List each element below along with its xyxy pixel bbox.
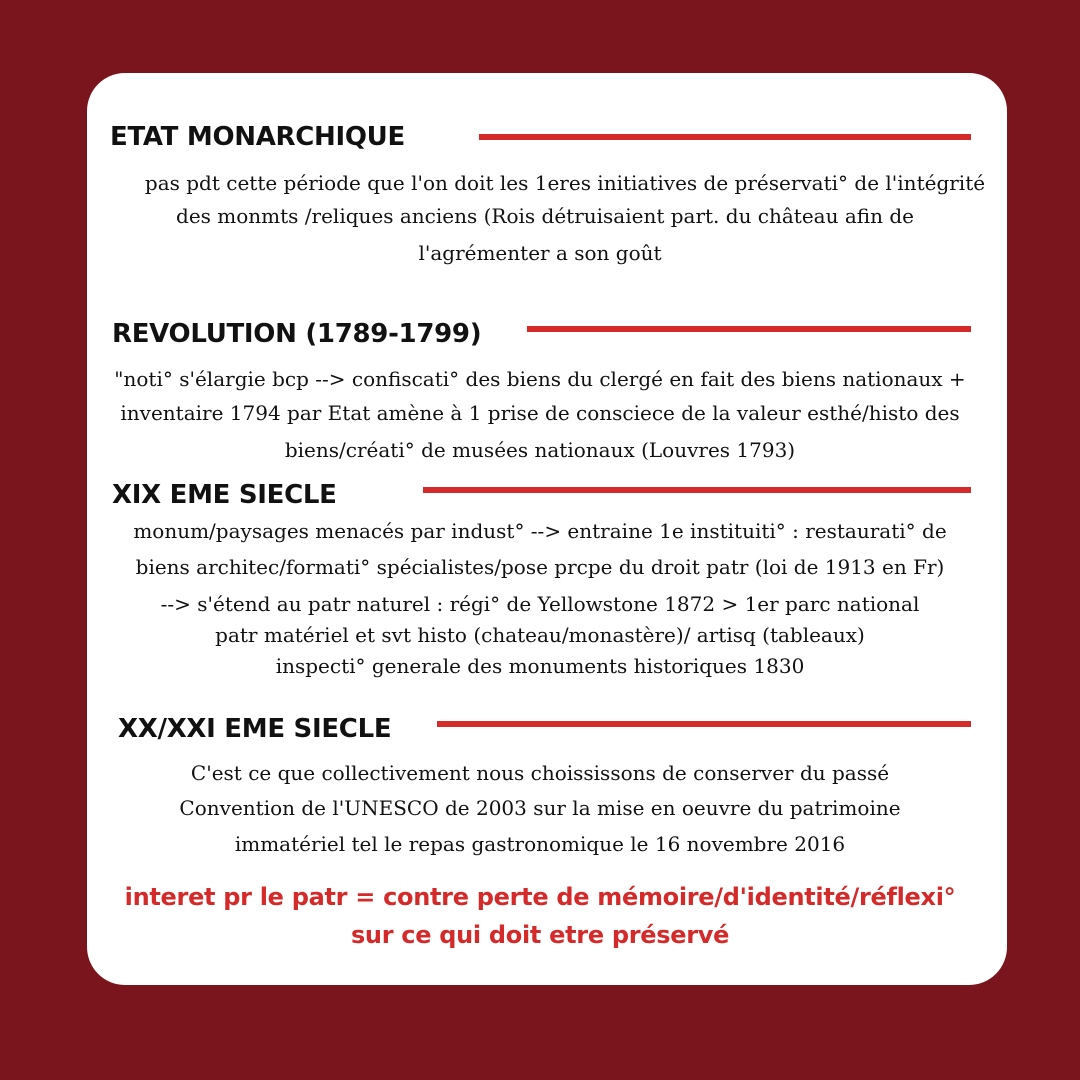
conclusion-line: interet pr le patr = contre perte de mémoire/d'identité/réflexi°: [124, 883, 956, 911]
section-heading-etat-monarchique: ETAT MONARCHIQUE: [110, 122, 405, 152]
body-line: inventaire 1794 par Etat amène à 1 prise de consciece de la valeur esthé/histo des: [120, 401, 960, 425]
body-line: biens/créati° de musées nationaux (Louvres 1793): [284, 438, 796, 462]
body-line: --> s'étend au patr naturel : régi° de Yellowstone 1872 > 1er parc national: [160, 592, 920, 616]
section-heading-revolution: REVOLUTION (1789-1799): [112, 319, 482, 349]
body-line: biens architec/formati° spécialistes/pose prcpe du droit patr (loi de 1913 en Fr): [135, 555, 945, 579]
body-line: monum/paysages menacés par indust° --> entraine 1e instituiti° : restaurati° de: [133, 519, 947, 543]
section-divider: [479, 134, 971, 140]
section-heading-xx-xxi-siecle: XX/XXI EME SIECLE: [118, 714, 392, 744]
section-divider: [527, 326, 971, 332]
body-line: des monmts /reliques anciens (Rois détruisaient part. du château afin de: [176, 204, 914, 228]
section-heading-xix-siecle: XIX EME SIECLE: [112, 480, 337, 510]
section-divider: [437, 721, 971, 727]
conclusion-line: sur ce qui doit etre préservé: [350, 921, 730, 949]
body-line: l'agrémenter a son goût: [418, 241, 662, 265]
body-line: patr matériel et svt histo (chateau/monastère)/ artisq (tableaux): [215, 623, 865, 647]
body-line: inspecti° generale des monuments historiques 1830: [275, 654, 805, 678]
body-line: immatériel tel le repas gastronomique le 16 novembre 2016: [234, 832, 846, 856]
body-line: Convention de l'UNESCO de 2003 sur la mise en oeuvre du patrimoine: [179, 796, 901, 820]
body-line: "noti° s'élargie bcp --> confiscati° des biens du clergé en fait des biens nationaux +: [114, 367, 966, 391]
body-line: pas pdt cette période que l'on doit les 1eres initiatives de préservati° de l'intégrité: [144, 171, 986, 195]
body-line: C'est ce que collectivement nous choississons de conserver du passé: [190, 761, 890, 785]
section-divider: [423, 487, 971, 493]
